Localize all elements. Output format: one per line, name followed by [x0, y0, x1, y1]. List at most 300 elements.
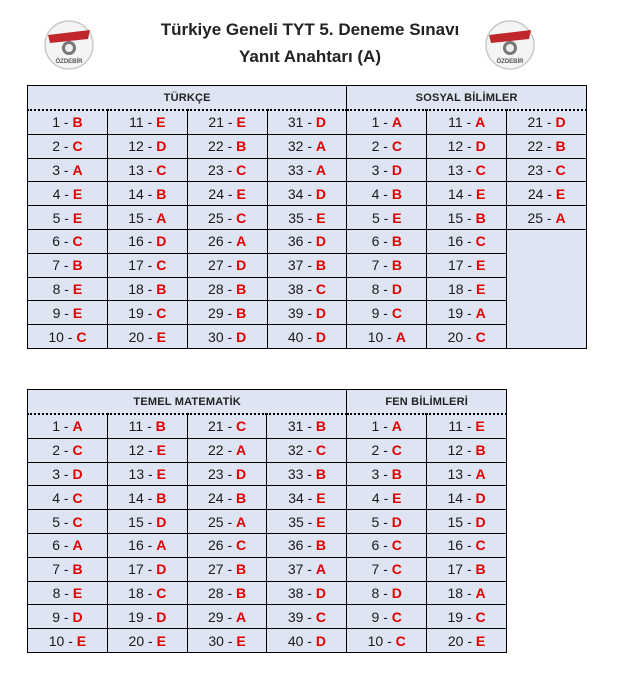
answer-letter: B [155, 418, 166, 435]
answer-cell: 3 - A [28, 158, 108, 182]
answer-letter: D [391, 161, 402, 178]
answer-letter: B [236, 584, 247, 601]
question-number: 37 [287, 561, 304, 578]
answer-cell: 15 - A [107, 206, 187, 230]
answer-letter: B [391, 257, 402, 274]
answer-letter: D [236, 465, 247, 482]
question-number: 7 [52, 257, 61, 274]
answer-cell: 37 - B [267, 253, 347, 277]
answer-letter: A [315, 138, 327, 155]
answer-letter: A [391, 114, 402, 131]
answer-letter: C [156, 161, 167, 178]
question-number: 15 [128, 209, 144, 226]
question-number: 28 [208, 280, 224, 297]
question-number: 34 [287, 185, 304, 202]
answer-letter: B [315, 537, 326, 554]
answer-cell: 10 - A [347, 325, 427, 349]
answer-letter: E [72, 209, 83, 226]
answer-letter: A [315, 161, 327, 178]
answer-cell: 33 - B [267, 462, 347, 486]
question-number: 13 [447, 161, 464, 178]
answer-letter: C [72, 513, 83, 530]
answer-letter: D [315, 185, 327, 202]
answer-cell: 14 - B [107, 182, 187, 206]
answer-letter: C [475, 161, 486, 178]
answer-row [28, 557, 507, 581]
answer-cell: 39 - D [267, 301, 347, 325]
answer-cell: 24 - B [187, 486, 267, 510]
answer-cell: 22 - A [187, 438, 267, 462]
answer-row [28, 581, 507, 605]
answer-letter: D [391, 584, 402, 601]
answer-cell: 7 - B [28, 557, 108, 581]
question-number: 3 [371, 161, 380, 178]
answer-letter: B [315, 465, 326, 482]
answer-cell: 1 - A [347, 414, 427, 438]
question-number: 5 [371, 513, 380, 530]
answer-letter: C [236, 537, 247, 554]
answer-cell: 5 - E [347, 206, 427, 230]
question-number: 23 [527, 161, 544, 178]
question-number: 32 [287, 138, 304, 155]
answer-letter: C [236, 209, 247, 226]
question-number: 20 [128, 632, 145, 649]
answer-row [28, 253, 587, 277]
question-number: 6 [371, 233, 380, 250]
answer-letter: E [72, 304, 83, 321]
answer-letter: D [315, 328, 327, 345]
answer-cell: 18 - B [107, 277, 187, 301]
answer-letter: C [72, 442, 83, 459]
question-number: 40 [287, 328, 304, 345]
answer-letter: A [395, 328, 406, 345]
answer-cell: 19 - C [107, 301, 187, 325]
question-number: 8 [371, 280, 380, 297]
answer-letter: B [555, 138, 566, 155]
question-number: 33 [287, 465, 304, 482]
answer-row [28, 182, 587, 206]
answer-cell: 22 - B [187, 134, 267, 158]
answer-letter: B [475, 442, 486, 459]
question-number: 2 [52, 138, 61, 155]
answer-letter: D [156, 233, 167, 250]
empty-cell [507, 229, 587, 253]
answer-cell: 13 - A [427, 462, 507, 486]
answer-cell: 2 - C [347, 134, 427, 158]
answer-letter: A [475, 114, 486, 131]
answer-letter: E [392, 209, 402, 226]
answer-letter: B [475, 209, 486, 226]
answer-row [28, 325, 587, 349]
answer-cell: 21 - E [187, 110, 267, 134]
question-number: 24 [208, 185, 224, 202]
question-number: 21 [207, 418, 224, 435]
question-number: 16 [128, 233, 144, 250]
answer-letter: E [72, 185, 83, 202]
answer-cell: 19 - A [427, 301, 507, 325]
question-number: 1 [371, 418, 380, 435]
answer-letter: D [315, 233, 327, 250]
answer-cell: 9 - D [28, 605, 108, 629]
answer-letter: D [156, 138, 167, 155]
answer-cell: 28 - B [187, 581, 267, 605]
answer-cell: 20 - C [427, 325, 507, 349]
answer-cell: 6 - C [28, 229, 108, 253]
question-number: 14 [447, 489, 464, 506]
question-number: 20 [447, 632, 464, 649]
answer-cell: 20 - E [107, 325, 187, 349]
question-number: 8 [371, 584, 380, 601]
answer-letter: B [475, 561, 486, 578]
answer-cell: 6 - A [28, 533, 108, 557]
answer-cell: 30 - D [187, 325, 267, 349]
answer-row [28, 110, 587, 134]
answer-cell: 17 - D [107, 557, 187, 581]
answer-cell: 11 - B [107, 414, 187, 438]
answer-letter: E [236, 632, 246, 649]
section-header-row [28, 390, 507, 415]
question-number: 12 [447, 138, 464, 155]
answer-letter: D [315, 304, 327, 321]
question-number: 17 [447, 561, 464, 578]
answer-cell: 1 - A [28, 414, 108, 438]
answer-letter: A [236, 233, 247, 250]
answer-cell: 11 - E [107, 110, 187, 134]
answer-letter: E [475, 280, 486, 297]
empty-cell [507, 301, 587, 325]
answer-cell: 9 - C [347, 301, 427, 325]
question-number: 29 [207, 608, 224, 625]
answer-letter: E [316, 209, 326, 226]
answer-letter: A [555, 209, 566, 226]
answer-letter: D [391, 513, 402, 530]
question-number: 38 [287, 584, 304, 601]
answer-cell: 4 - E [28, 182, 108, 206]
answer-letter: C [395, 632, 406, 649]
answer-cell: 2 - C [28, 134, 108, 158]
question-number: 27 [208, 257, 224, 274]
answer-letter: D [236, 257, 247, 274]
question-number: 4 [371, 489, 380, 506]
answer-letter: B [156, 280, 167, 297]
question-number: 39 [287, 608, 304, 625]
question-number: 18 [128, 280, 144, 297]
answer-letter: D [72, 465, 83, 482]
question-number: 5 [52, 209, 61, 226]
question-number: 21 [527, 114, 544, 131]
answer-letter: C [391, 561, 402, 578]
section-header: TEMEL MATEMATİK [28, 390, 347, 415]
question-number: 17 [128, 561, 144, 578]
question-number: 36 [287, 537, 304, 554]
answer-letter: C [156, 584, 167, 601]
page-subtitle: Yanıt Anahtarı (A) [239, 47, 381, 66]
answer-letter: A [475, 304, 486, 321]
question-number: 5 [52, 513, 61, 530]
question-number: 3 [371, 465, 380, 482]
question-number: 2 [371, 138, 380, 155]
section-header: FEN BİLİMLERİ [347, 390, 507, 415]
empty-cell [507, 253, 587, 277]
answer-letter: D [156, 513, 167, 530]
answer-cell: 19 - D [107, 605, 187, 629]
question-number: 11 [448, 114, 463, 131]
answer-letter: A [236, 442, 247, 459]
question-number: 22 [527, 138, 544, 155]
answer-cell: 25 - A [507, 206, 587, 230]
answer-cell: 14 - E [427, 182, 507, 206]
answer-letter: E [316, 513, 326, 530]
answer-cell: 29 - A [187, 605, 267, 629]
answer-letter: C [391, 138, 402, 155]
answer-letter: A [236, 608, 247, 625]
answer-cell: 16 - C [427, 229, 507, 253]
answer-cell: 32 - A [267, 134, 347, 158]
answer-cell: 26 - A [187, 229, 267, 253]
answer-cell: 40 - D [267, 629, 347, 653]
answer-cell: 6 - B [347, 229, 427, 253]
question-number: 1 [371, 114, 380, 131]
answer-cell: 3 - D [347, 158, 427, 182]
question-number: 33 [287, 161, 304, 178]
answer-letter: A [315, 561, 326, 578]
answer-cell: 21 - D [507, 110, 587, 134]
question-number: 16 [447, 537, 464, 554]
question-number: 23 [207, 465, 224, 482]
question-number: 10 [367, 328, 384, 345]
answer-letter: D [72, 608, 83, 625]
answer-cell: 7 - B [28, 253, 108, 277]
question-number: 21 [208, 114, 224, 131]
answer-cell: 29 - B [187, 301, 267, 325]
answer-row [28, 229, 587, 253]
answer-letter: C [475, 328, 486, 345]
answer-cell: 14 - D [427, 486, 507, 510]
answer-cell: 14 - B [107, 486, 187, 510]
question-number: 28 [207, 584, 224, 601]
answer-row [28, 605, 507, 629]
answer-table-matematik-fen [27, 389, 507, 653]
answer-letter: C [76, 328, 87, 345]
answer-cell: 32 - C [267, 438, 347, 462]
answer-letter: C [391, 608, 402, 625]
answer-letter: B [156, 489, 167, 506]
answer-cell: 22 - B [507, 134, 587, 158]
question-number: 25 [207, 513, 224, 530]
question-number: 1 [52, 114, 61, 131]
answer-cell: 13 - C [427, 158, 507, 182]
answer-row [28, 629, 507, 653]
question-number: 4 [371, 185, 380, 202]
answer-row [28, 533, 507, 557]
question-number: 11 [128, 418, 144, 435]
question-number: 4 [52, 489, 61, 506]
header [0, 0, 620, 80]
answer-letter: C [72, 233, 83, 250]
question-number: 32 [287, 442, 304, 459]
answer-cell: 38 - D [267, 581, 347, 605]
answer-cell: 4 - B [347, 182, 427, 206]
question-number: 24 [207, 489, 224, 506]
answer-cell: 17 - C [107, 253, 187, 277]
answer-cell: 1 - A [347, 110, 427, 134]
answer-cell: 35 - E [267, 206, 347, 230]
answer-cell: 16 - D [107, 229, 187, 253]
answer-row [28, 277, 587, 301]
answer-cell: 8 - E [28, 277, 108, 301]
answer-row [28, 158, 587, 182]
answer-letter: C [391, 304, 402, 321]
question-number: 6 [52, 233, 61, 250]
answer-letter: E [156, 465, 166, 482]
answer-cell: 25 - A [187, 510, 267, 534]
svg-text:ÖZDEBİR: ÖZDEBİR [496, 59, 524, 65]
answer-letter: A [156, 537, 167, 554]
answer-letter: E [72, 280, 83, 297]
answer-cell: 21 - C [187, 414, 267, 438]
question-number: 14 [128, 185, 144, 202]
answer-letter: E [236, 185, 246, 202]
answer-cell: 4 - C [28, 486, 108, 510]
question-number: 9 [52, 304, 61, 321]
question-number: 2 [371, 442, 380, 459]
answer-letter: B [391, 465, 402, 482]
question-number: 27 [207, 561, 224, 578]
question-number: 26 [208, 233, 224, 250]
question-number: 37 [287, 257, 304, 274]
question-number: 13 [128, 465, 145, 482]
answer-row [28, 134, 587, 158]
answer-cell: 33 - A [267, 158, 347, 182]
question-number: 40 [287, 632, 304, 649]
answer-cell: 18 - C [107, 581, 187, 605]
section-header-row [28, 86, 587, 111]
question-number: 22 [207, 442, 224, 459]
answer-row [28, 462, 507, 486]
answer-letter: B [236, 304, 247, 321]
question-number: 14 [447, 185, 464, 202]
answer-cell: 34 - D [267, 182, 347, 206]
answer-cell: 2 - C [347, 438, 427, 462]
answer-letter: E [475, 632, 486, 649]
question-number: 19 [447, 608, 464, 625]
answer-letter: D [156, 561, 167, 578]
answer-letter: C [156, 304, 167, 321]
answer-letter: B [236, 489, 247, 506]
answer-letter: D [315, 584, 326, 601]
answer-cell: 7 - C [347, 557, 427, 581]
answer-letter: E [156, 328, 166, 345]
answer-cell: 18 - E [427, 277, 507, 301]
question-number: 15 [128, 513, 144, 530]
answer-letter: E [475, 185, 486, 202]
answer-letter: B [236, 561, 247, 578]
question-number: 31 [287, 114, 304, 131]
empty-cell [507, 325, 587, 349]
answer-cell: 11 - A [427, 110, 507, 134]
question-number: 25 [208, 209, 224, 226]
question-number: 9 [52, 608, 61, 625]
answer-letter: D [236, 328, 247, 345]
question-number: 17 [447, 257, 464, 274]
question-number: 8 [52, 280, 61, 297]
answer-letter: A [72, 537, 83, 554]
question-number: 10 [48, 632, 65, 649]
question-number: 3 [52, 465, 61, 482]
answer-cell: 8 - E [28, 581, 108, 605]
answer-cell: 15 - B [427, 206, 507, 230]
question-number: 34 [288, 489, 304, 506]
answer-cell: 9 - E [28, 301, 108, 325]
answer-cell: 13 - C [107, 158, 187, 182]
question-number: 16 [128, 537, 144, 554]
answer-letter: B [391, 185, 402, 202]
answer-cell: 10 - C [347, 629, 427, 653]
answer-letter: D [555, 114, 566, 131]
question-number: 22 [208, 138, 224, 155]
answer-cell: 25 - C [187, 206, 267, 230]
answer-letter: D [475, 138, 486, 155]
answer-letter: C [475, 233, 486, 250]
question-number: 9 [371, 304, 380, 321]
answer-letter: E [475, 418, 485, 435]
answer-letter: A [72, 418, 83, 435]
answer-cell: 20 - E [427, 629, 507, 653]
question-number: 19 [128, 304, 144, 321]
answer-letter: E [392, 489, 402, 506]
answer-letter: B [72, 257, 83, 274]
answer-cell: 24 - E [187, 182, 267, 206]
answer-cell: 10 - E [28, 629, 108, 653]
answer-letter: B [72, 114, 83, 131]
answer-cell: 28 - B [187, 277, 267, 301]
answer-cell: 11 - E [427, 414, 507, 438]
answer-letter: C [236, 418, 247, 435]
question-number: 30 [208, 328, 224, 345]
question-number: 19 [447, 304, 464, 321]
answer-cell: 23 - C [187, 158, 267, 182]
question-number: 7 [371, 561, 380, 578]
answer-cell: 24 - E [507, 182, 587, 206]
question-number: 20 [447, 328, 464, 345]
answer-letter: D [391, 280, 402, 297]
answer-cell: 16 - C [427, 533, 507, 557]
answer-cell: 5 - E [28, 206, 108, 230]
answer-cell: 8 - D [347, 277, 427, 301]
section-header: TÜRKÇE [28, 86, 347, 111]
answer-cell: 26 - C [187, 533, 267, 557]
question-number: 1 [52, 418, 61, 435]
answer-cell: 3 - B [347, 462, 427, 486]
answer-cell: 3 - D [28, 462, 108, 486]
question-number: 17 [128, 257, 144, 274]
question-number: 18 [447, 280, 464, 297]
answer-cell: 27 - B [187, 557, 267, 581]
answer-letter: E [236, 114, 246, 131]
question-number: 13 [447, 465, 464, 482]
question-number: 11 [129, 114, 144, 131]
answer-row [28, 510, 507, 534]
answer-letter: C [72, 138, 83, 155]
answer-cell: 10 - C [28, 325, 108, 349]
question-number: 6 [371, 537, 380, 554]
question-number: 7 [52, 561, 61, 578]
answer-cell: 18 - A [427, 581, 507, 605]
answer-cell: 36 - D [267, 229, 347, 253]
answer-letter: B [236, 280, 247, 297]
answer-cell: 5 - C [28, 510, 108, 534]
answer-cell: 30 - E [187, 629, 267, 653]
